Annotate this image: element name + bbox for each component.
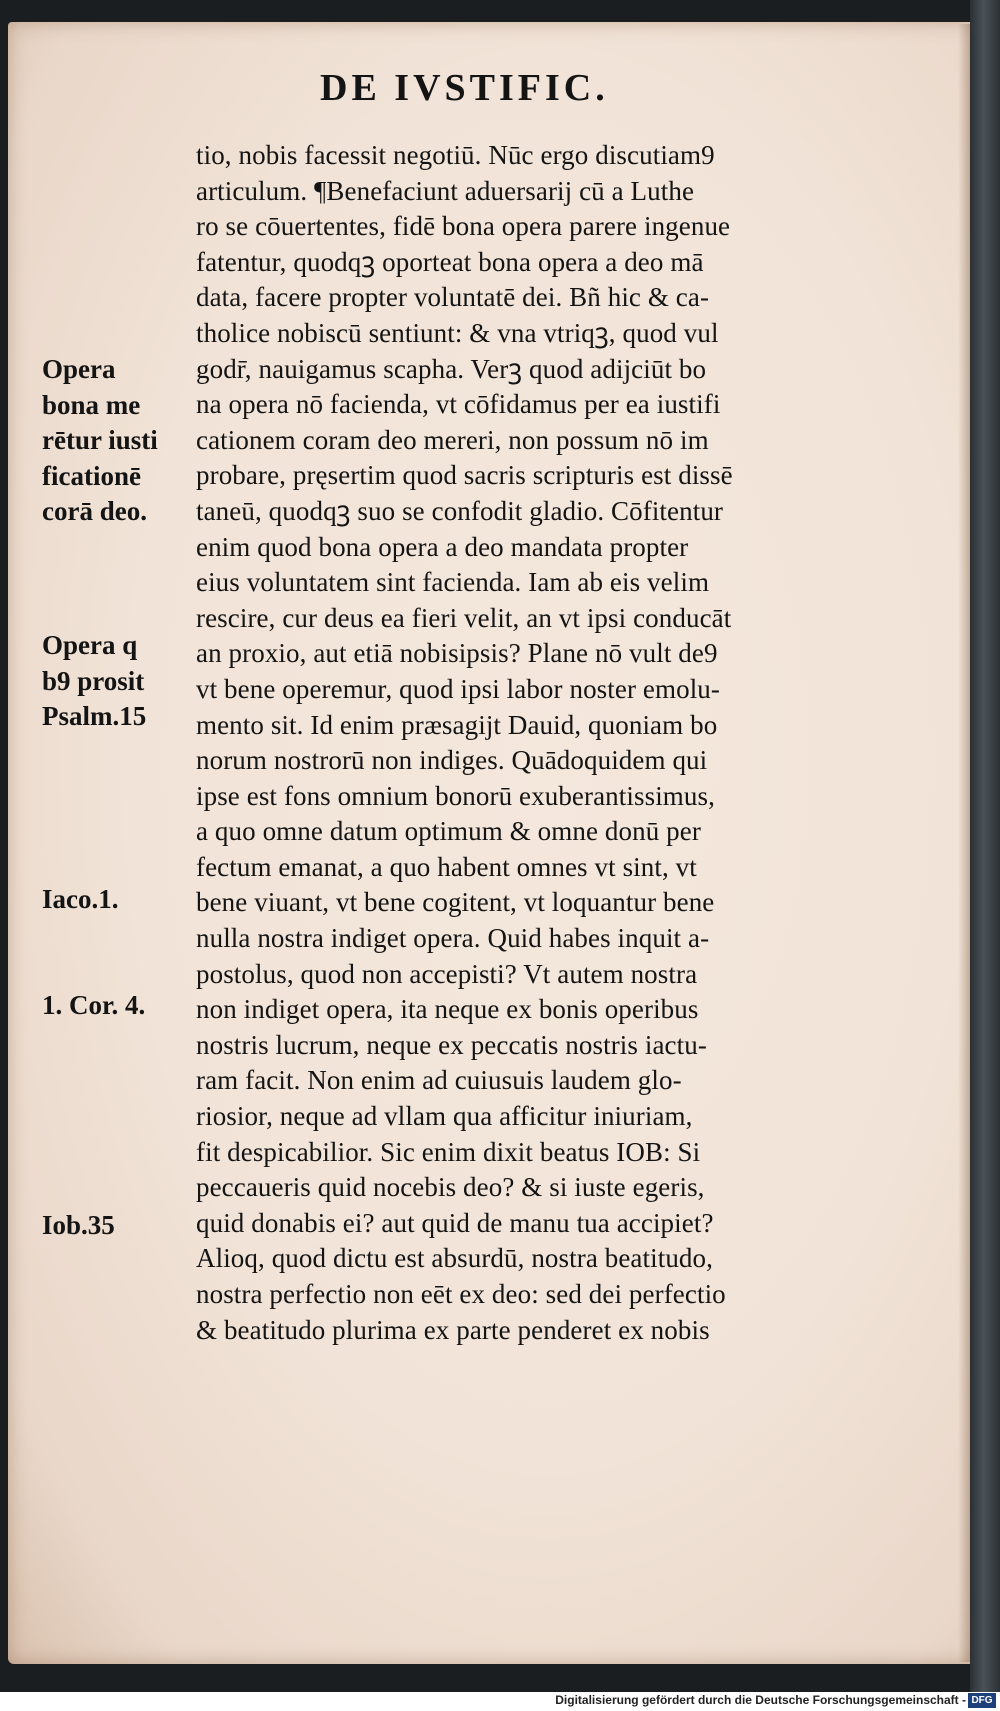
text-line: fectum emanat, a quo habent omnes vt sint, vt bbox=[196, 851, 697, 882]
book-binding-edge bbox=[970, 0, 1000, 1711]
text-line: data, facere propter voluntatē dei. Bñ hic & ca- bbox=[196, 282, 710, 313]
margin-note-line: rētur iusti bbox=[42, 425, 158, 456]
text-line: fatentur, quodqꝫ oporteat bona opera a deo mā bbox=[196, 246, 704, 277]
margin-note-line: ficationē bbox=[42, 460, 141, 491]
margin-note-line: 1. Cor. 4. bbox=[42, 990, 146, 1020]
text-line: nostris lucrum, neque ex peccatis nostris iactu- bbox=[196, 1029, 707, 1060]
margin-note-line: bona me bbox=[42, 389, 141, 420]
margin-note-opera-bona bbox=[42, 352, 192, 530]
text-line: articulum. ¶Benefaciunt aduersarij cū a Luthe bbox=[196, 175, 695, 206]
text-line: na opera nō facienda, vt cōfidamus per ea iustifi bbox=[196, 389, 721, 420]
text-line: godr̄, nauigamus scapha. Verꝫ quod adijciūt bo bbox=[196, 353, 707, 384]
text-line: postolus, quod non accepisti? Vt autem nostra bbox=[196, 958, 698, 989]
margin-note-line: corā deo. bbox=[42, 496, 147, 527]
footer-credit: Digitalisierung gefördert durch die Deutsche Forschungsgemeinschaft - bbox=[555, 1693, 966, 1707]
margin-note-opera-q bbox=[42, 628, 192, 735]
text-line: peccaueris quid nocebis deo? & si iuste egeris, bbox=[196, 1172, 705, 1203]
text-line: & beatitudo plurima ex parte penderet ex nobis bbox=[196, 1314, 710, 1345]
text-line: probare, pręsertim quod sacris scripturis est dissē bbox=[196, 460, 733, 491]
margin-note-line: Opera bbox=[42, 354, 116, 384]
text-line: ram facit. Non enim ad cuiusuis laudem glo- bbox=[196, 1065, 682, 1096]
text-line: mento sit. Id enim præsagijt Dauid, quoniam bo bbox=[196, 709, 718, 740]
main-text-block bbox=[196, 138, 936, 1348]
text-line: rescire, cur deus ea fieri velit, an vt ipsi conducāt bbox=[196, 602, 732, 633]
text-line: quid donabis ei? aut quid de manu tua accipiet? bbox=[196, 1207, 714, 1238]
text-line: ro se cōuertentes, fidē bona opera parere ingenue bbox=[196, 211, 731, 242]
margin-note-line: b9 prosit bbox=[42, 665, 145, 696]
text-line: enim quod bona opera a deo mandata propter bbox=[196, 531, 689, 562]
margin-note-cor bbox=[42, 988, 192, 1024]
text-line: bene viuant, vt bene cogitent, vt loquantur bene bbox=[196, 887, 715, 918]
running-head: DE IVSTIFIC. bbox=[320, 67, 609, 109]
text-line: riosior, neque ad vllam qua afficitur iniuriam, bbox=[196, 1101, 693, 1132]
text-line: fit despicabilior. Sic enim dixit beatus IOB: Si bbox=[196, 1136, 701, 1167]
margin-note-line: Iob.35 bbox=[42, 1210, 115, 1240]
text-line: tio, nobis facessit negotiū. Nūc ergo discutiam9 bbox=[196, 140, 715, 170]
text-line: nostra perfectio non eēt ex deo: sed dei perfectio bbox=[196, 1279, 726, 1309]
text-line: cationem coram deo mereri, non possum nō im bbox=[196, 424, 709, 455]
text-line: taneū, quodqꝫ suo se confodit gladio. Cōfitentur bbox=[196, 495, 724, 526]
margin-note-line: Psalm.15 bbox=[42, 701, 147, 732]
text-line: eius voluntatem sint facienda. Iam ab eis velim bbox=[196, 567, 710, 598]
margin-note-line: Iaco.1. bbox=[42, 884, 119, 914]
text-line: an proxio, aut etiā nobisipsis? Plane nō vult de9 bbox=[196, 638, 718, 669]
margin-note-iob bbox=[42, 1208, 192, 1244]
margin-note-line: Opera q bbox=[42, 630, 138, 660]
text-line: norum nostrorū non indiges. Quādoquidem qui bbox=[196, 745, 708, 776]
text-line: non indiget opera, ita neque ex bonis operibus bbox=[196, 994, 699, 1025]
text-line: a quo omne datum optimum & omne donū per bbox=[196, 816, 701, 847]
text-line: Alioq, quod dictu est absurdū, nostra beatitudo, bbox=[196, 1243, 713, 1274]
dfg-logo: DFG bbox=[968, 1693, 996, 1708]
text-line: tholice nobiscū sentiunt: & vna vtriqꝫ, quod vul bbox=[196, 317, 719, 348]
text-line: vt bene operemur, quod ipsi labor noster emolu- bbox=[196, 673, 720, 704]
text-line: nulla nostra indiget opera. Quid habes inquit a- bbox=[196, 923, 710, 954]
margin-note-iaco bbox=[42, 882, 192, 918]
text-line: ipse est fons omnium bonorū exuberantissimus, bbox=[196, 780, 715, 811]
